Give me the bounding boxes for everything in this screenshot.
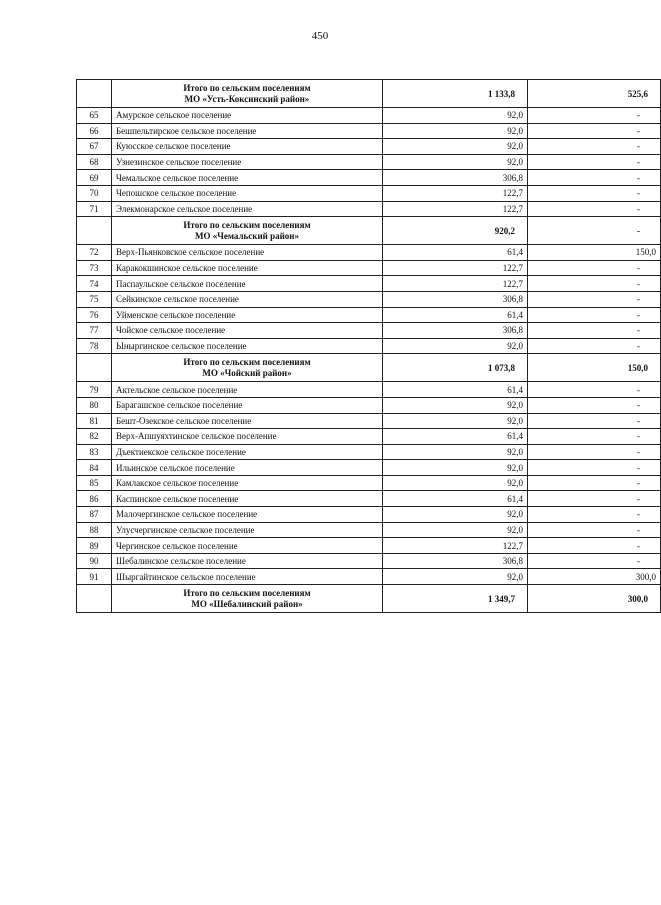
table-row [77,569,661,585]
row-number: 84 [77,460,112,476]
settlement-name: Паспаульское сельское поселение [112,276,383,292]
value-2: 300,0 [528,569,661,585]
value-2: - [528,276,661,292]
total-label-line2: МО «Чойский район» [202,367,292,378]
row-number: 88 [77,522,112,538]
row-number: 87 [77,507,112,523]
value-2: - [528,522,661,538]
total-value-1: 1 349,7 [383,585,528,613]
value-1: 92,0 [383,123,528,139]
value-2: - [528,397,661,413]
value-1: 92,0 [383,522,528,538]
value-1: 122,7 [383,201,528,217]
value-1: 61,4 [383,491,528,507]
budget-table [76,79,661,613]
total-row [77,217,661,245]
value-2: - [528,475,661,491]
total-row [77,354,661,382]
value-2: - [528,170,661,186]
settlement-name: Ильинское сельское поселение [112,460,383,476]
row-number: 72 [77,245,112,261]
total-value-2: 150,0 [528,354,661,382]
value-2: - [528,338,661,354]
settlement-name: Сейкинское сельское поселение [112,291,383,307]
total-label-line2: МО «Чемальский район» [195,230,299,241]
row-number: 78 [77,338,112,354]
row-number: 91 [77,569,112,585]
table-row [77,154,661,170]
value-2: - [528,260,661,276]
value-2: - [528,201,661,217]
total-label-line2: МО «Шебалинский район» [191,598,303,609]
total-label-line1: Итого по сельским поселениям [183,356,311,367]
row-number: 90 [77,553,112,569]
value-1: 306,8 [383,291,528,307]
table-row [77,307,661,323]
table-row [77,413,661,429]
total-value-1: 1 073,8 [383,354,528,382]
value-2: - [528,291,661,307]
row-number: 77 [77,323,112,339]
total-label [112,217,383,245]
value-1: 92,0 [383,338,528,354]
settlement-name: Камлакское сельское поселение [112,475,383,491]
total-value-2: 300,0 [528,585,661,613]
table-row [77,397,661,413]
value-2: - [528,108,661,124]
table-row [77,338,661,354]
settlement-name: Шыргайтинское сельское поселение [112,569,383,585]
settlement-name: Актельское сельское поселение [112,382,383,398]
value-1: 61,4 [383,429,528,445]
table-row [77,507,661,523]
table-row [77,245,661,261]
row-number: 74 [77,276,112,292]
value-2: - [528,323,661,339]
settlement-name: Куюсское сельское поселение [112,139,383,155]
total-row [77,80,661,108]
total-num-cell [77,585,112,613]
value-2: - [528,507,661,523]
value-2: - [528,491,661,507]
value-1: 92,0 [383,139,528,155]
settlement-name: Каспинское сельское поселение [112,491,383,507]
row-number: 89 [77,538,112,554]
table-row [77,201,661,217]
value-1: 122,7 [383,185,528,201]
settlement-name: Бешпельтирское сельское поселение [112,123,383,139]
value-1: 306,8 [383,553,528,569]
value-1: 92,0 [383,507,528,523]
row-number: 70 [77,185,112,201]
total-row [77,585,661,613]
settlement-name: Чемальское сельское поселение [112,170,383,186]
settlement-name: Чергинское сельское поселение [112,538,383,554]
row-number: 76 [77,307,112,323]
row-number: 83 [77,444,112,460]
total-label-line1: Итого по сельским поселениям [183,219,311,230]
table-row [77,460,661,476]
total-num-cell [77,354,112,382]
row-number: 82 [77,429,112,445]
table-row [77,170,661,186]
settlement-name: Узнезинское сельское поселение [112,154,383,170]
row-number: 79 [77,382,112,398]
settlement-name: Дъектиекское сельское поселение [112,444,383,460]
row-number: 80 [77,397,112,413]
total-value-2: 525,6 [528,80,661,108]
settlement-name: Амурское сельское поселение [112,108,383,124]
settlement-name: Элекмонарское сельское поселение [112,201,383,217]
value-1: 92,0 [383,569,528,585]
settlement-name: Верх-Апшуяхтинское сельское поселение [112,429,383,445]
settlement-name: Уйменское сельское поселение [112,307,383,323]
total-num-cell [77,217,112,245]
value-2: - [528,154,661,170]
value-2: - [528,382,661,398]
value-1: 122,7 [383,260,528,276]
value-1: 92,0 [383,444,528,460]
value-1: 92,0 [383,154,528,170]
table-row [77,538,661,554]
row-number: 68 [77,154,112,170]
row-number: 71 [77,201,112,217]
table-row [77,139,661,155]
value-2: - [528,123,661,139]
settlement-name: Малочергинское сельское поселение [112,507,383,523]
value-2: 150,0 [528,245,661,261]
settlement-name: Чойское сельское поселение [112,323,383,339]
value-2: - [528,553,661,569]
table-row [77,276,661,292]
settlement-name: Ыныргинское сельское поселение [112,338,383,354]
value-1: 92,0 [383,413,528,429]
total-label [112,354,383,382]
row-number: 81 [77,413,112,429]
budget-table-body [77,80,661,613]
total-value-1: 1 133,8 [383,80,528,108]
table-row [77,491,661,507]
table-row [77,522,661,538]
value-2: - [528,185,661,201]
value-1: 92,0 [383,397,528,413]
value-1: 92,0 [383,108,528,124]
settlement-name: Каракокшинское сельское поселение [112,260,383,276]
table-row [77,553,661,569]
table-row [77,260,661,276]
value-1: 61,4 [383,245,528,261]
settlement-name: Барагашское сельское поселение [112,397,383,413]
settlement-name: Верх-Пьянковское сельское поселение [112,245,383,261]
settlement-name: Бешт-Озекское сельское поселение [112,413,383,429]
page-number: 450 [311,30,329,42]
row-number: 85 [77,475,112,491]
settlement-name: Шебалинское сельское поселение [112,553,383,569]
table-row [77,382,661,398]
table-row [77,475,661,491]
value-1: 61,4 [383,382,528,398]
total-label-line2: МО «Усть-Коксинский район» [184,93,310,104]
row-number: 65 [77,108,112,124]
value-2: - [528,538,661,554]
row-number: 75 [77,291,112,307]
row-number: 67 [77,139,112,155]
value-1: 92,0 [383,460,528,476]
total-label-line1: Итого по сельским поселениям [183,587,311,598]
row-number: 86 [77,491,112,507]
value-1: 122,7 [383,538,528,554]
row-number: 69 [77,170,112,186]
total-label-line1: Итого по сельским поселениям [183,82,311,93]
settlement-name: Чепошское сельское поселение [112,185,383,201]
table-row [77,185,661,201]
value-2: - [528,460,661,476]
table-row [77,291,661,307]
table-row [77,123,661,139]
total-value-1: 920,2 [383,217,528,245]
row-number: 66 [77,123,112,139]
value-1: 306,8 [383,170,528,186]
value-2: - [528,307,661,323]
total-label [112,585,383,613]
row-number: 73 [77,260,112,276]
table-row [77,323,661,339]
value-1: 122,7 [383,276,528,292]
value-2: - [528,139,661,155]
value-1: 92,0 [383,475,528,491]
value-1: 61,4 [383,307,528,323]
value-2: - [528,429,661,445]
table-row [77,108,661,124]
table-row [77,444,661,460]
total-value-2: - [528,217,661,245]
total-label [112,80,383,108]
value-2: - [528,444,661,460]
total-num-cell [77,80,112,108]
settlement-name: Улусчергинское сельское поселение [112,522,383,538]
table-row [77,429,661,445]
value-1: 306,8 [383,323,528,339]
value-2: - [528,413,661,429]
